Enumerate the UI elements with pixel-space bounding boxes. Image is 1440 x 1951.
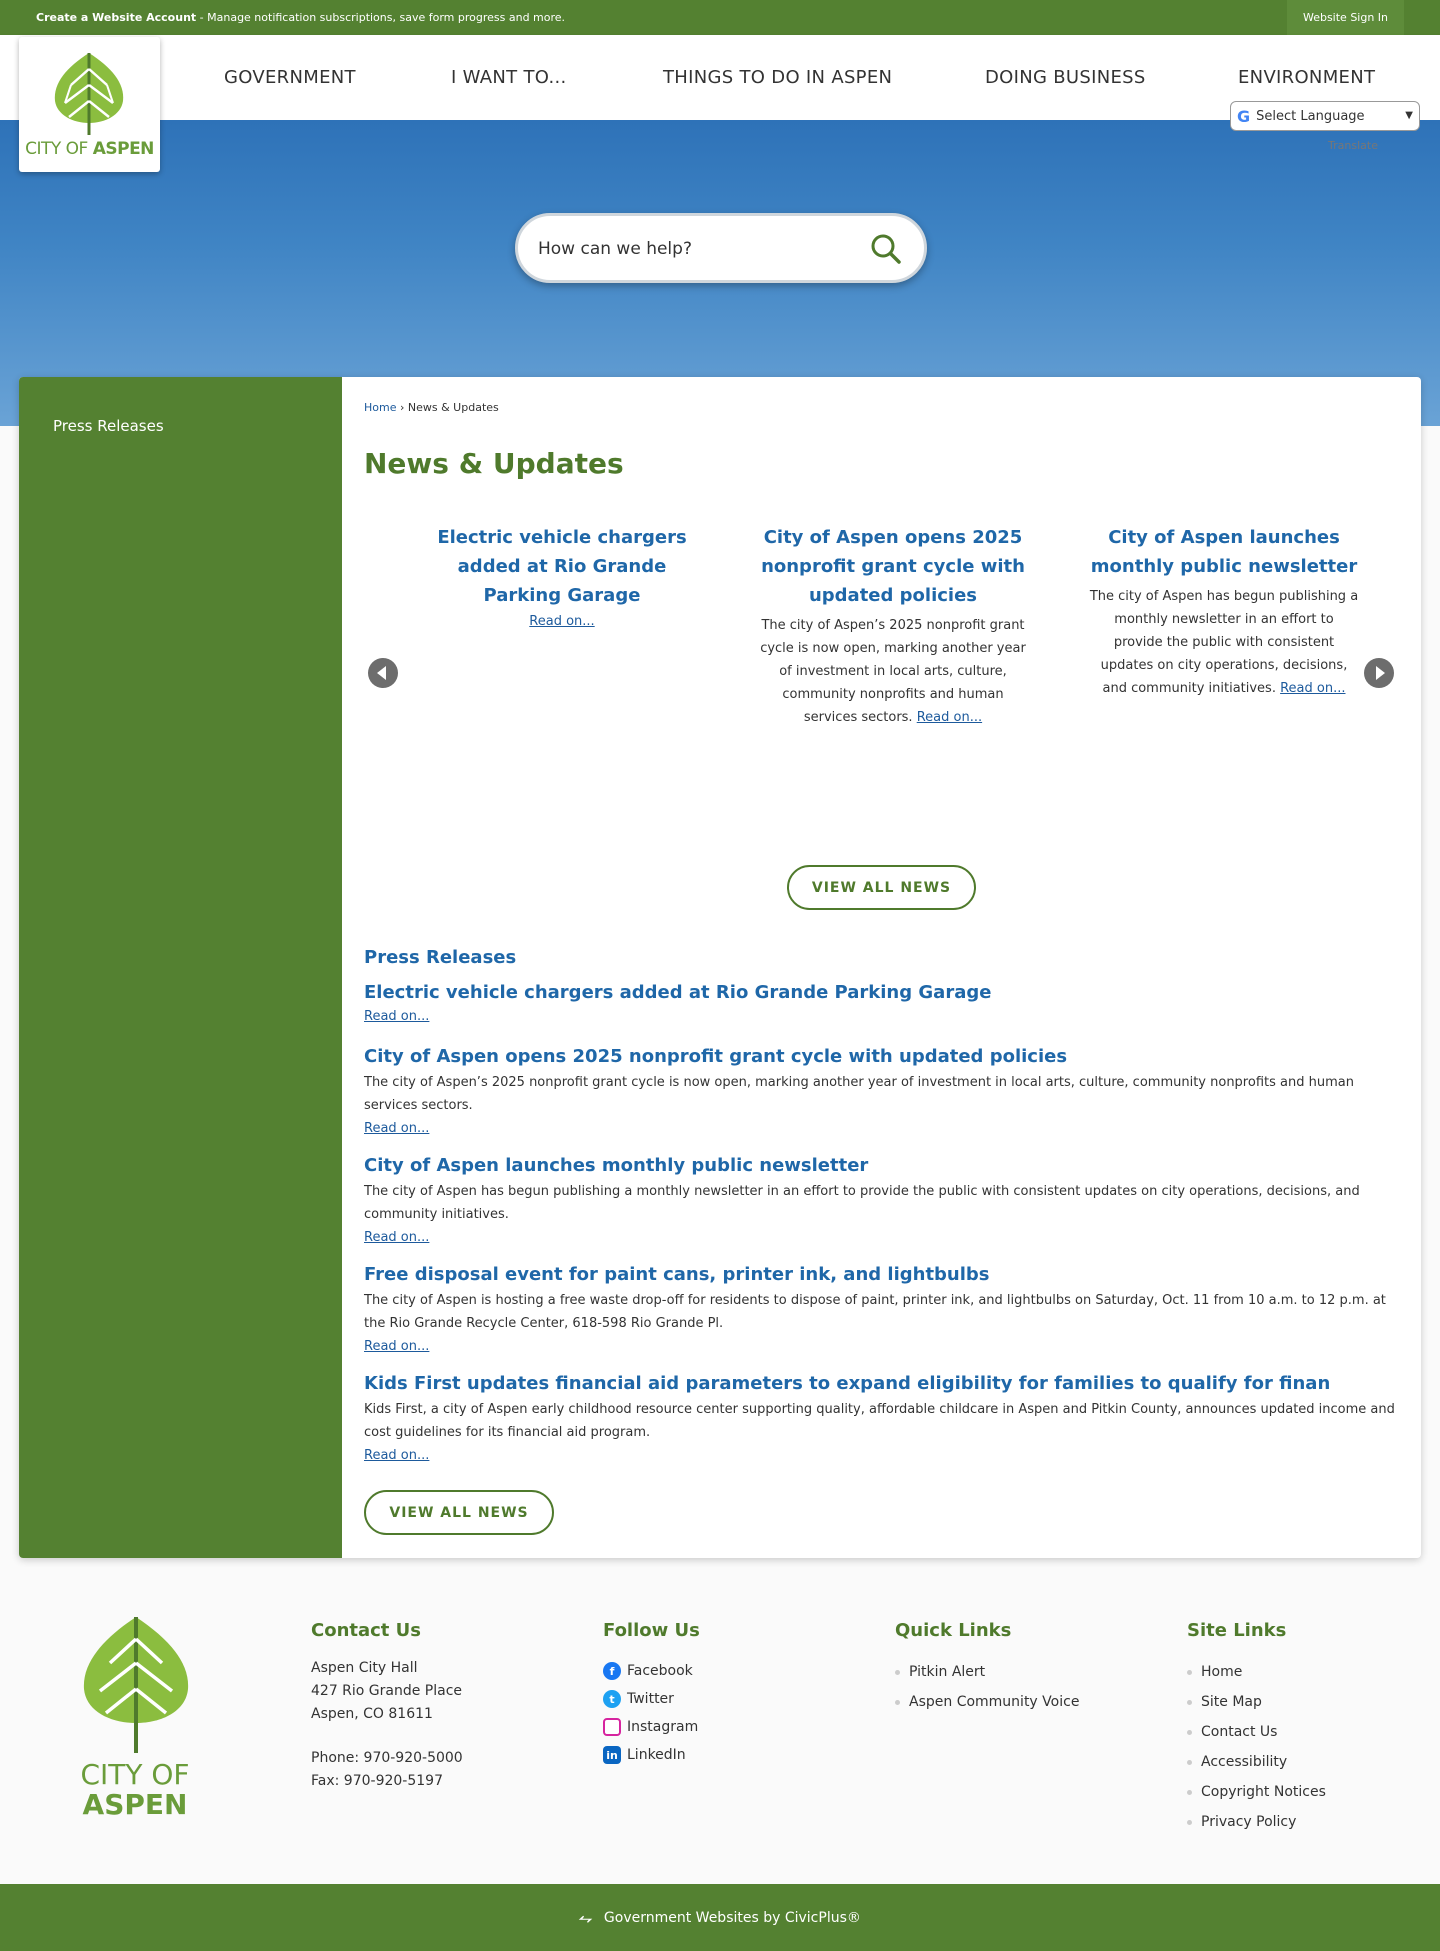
press-release-desc: The city of Aspen’s 2025 nonprofit grant cycle is now open, marking another year of investment in local arts, culture, community nonprofits and human services sectors. (364, 1075, 1354, 1113)
linkedin-icon: in (603, 1746, 621, 1764)
instagram-link[interactable]: Instagram (603, 1713, 700, 1741)
select-language-label: Select Language (1256, 108, 1365, 124)
list-item (364, 1372, 1404, 1467)
carousel-slide-title[interactable]: Electric vehicle chargers added at Rio Grande Parking Garage (437, 527, 687, 606)
contact-fax: Fax: 970-920-5197 (311, 1773, 443, 1789)
nav-i-want-to[interactable]: I WANT TO... (451, 67, 567, 88)
nav-things-to-do[interactable]: THINGS TO DO IN ASPEN (663, 67, 893, 88)
nav-doing-business[interactable]: DOING BUSINESS (985, 67, 1146, 88)
read-on-link[interactable]: Read on... (364, 1448, 430, 1463)
footer-quick-heading: Quick Links (895, 1620, 1012, 1641)
press-release-title[interactable]: Free disposal event for paint cans, printer ink, and lightbulbs (364, 1264, 990, 1285)
breadcrumb (364, 401, 499, 414)
select-language-dropdown[interactable] (1230, 101, 1420, 131)
footer-site-links (1187, 1620, 1326, 1837)
carousel-slide-desc: The city of Aspen’s 2025 nonprofit grant cycle is now open, marking another year of investment in local arts, culture, community nonprofits and human services sectors. Read on... (760, 618, 1026, 725)
read-on-link[interactable]: Read on... (364, 1230, 430, 1245)
contact-name: Aspen City Hall (311, 1660, 418, 1676)
facebook-icon: f (603, 1662, 621, 1680)
site-link-privacy[interactable]: Privacy Policy (1187, 1807, 1326, 1837)
create-account-link[interactable] (36, 11, 565, 24)
site-link-home[interactable]: Home (1187, 1657, 1326, 1687)
civicplus-link[interactable]: Government Websites by CivicPlus® (603, 1909, 861, 1926)
aspen-leaf-icon (47, 49, 131, 137)
twitter-icon: t (603, 1690, 621, 1708)
footer-follow-heading: Follow Us (603, 1620, 700, 1641)
chevron-down-icon: ▼ (1405, 110, 1413, 121)
carousel-next-button[interactable] (1364, 658, 1394, 688)
footer-logo-text: CITY OF ASPEN (80, 1758, 190, 1821)
view-all-news-button-bottom[interactable]: VIEW ALL NEWS (364, 1490, 554, 1535)
contact-city: Aspen, CO 81611 (311, 1706, 433, 1722)
press-release-desc: The city of Aspen has begun publishing a monthly newsletter in an effort to provide the public with consistent updates on city operations, decisions, and community initiatives. (364, 1184, 1360, 1222)
bottom-bar (0, 1884, 1440, 1951)
instagram-icon (603, 1718, 621, 1736)
create-account-desc: - Manage notification subscriptions, save form progress and more. (196, 11, 566, 24)
read-on-link[interactable]: Read on... (364, 1121, 430, 1136)
contact-phone: Phone: 970-920-5000 (311, 1750, 463, 1766)
google-icon: G (1237, 106, 1251, 126)
sidebar-item-press-releases[interactable]: Press Releases (53, 417, 164, 435)
nav-government[interactable]: GOVERNMENT (224, 67, 356, 88)
carousel-slide (758, 523, 1028, 729)
carousel-slide-desc: The city of Aspen has begun publishing a monthly newsletter in an effort to provide the public with consistent updates on city operations, decisions, and community initiatives. Read on... (1089, 589, 1359, 696)
footer-aspen-leaf-icon[interactable] (76, 1615, 196, 1755)
linkedin-link[interactable]: in LinkedIn (603, 1741, 700, 1769)
page-title: News & Updates (364, 447, 624, 480)
civicplus-icon: ⥊ (579, 1907, 592, 1927)
sidebar (19, 377, 342, 1558)
site-link-copyright[interactable]: Copyright Notices (1187, 1777, 1326, 1807)
breadcrumb-separator: › (396, 401, 408, 414)
create-account-title[interactable]: Create a Website Account (36, 11, 197, 24)
press-release-desc: Kids First, a city of Aspen early childhood resource center supporting quality, affordable childcare in Aspen and Pitkin County, announces updated income and cost guidelines for its financial aid program. (364, 1402, 1395, 1440)
google-translate-link[interactable]: Translate (1328, 139, 1378, 152)
carousel-slide (1089, 523, 1359, 700)
footer-contact (311, 1620, 463, 1793)
list-item (364, 1045, 1404, 1140)
list-item (364, 981, 1404, 1028)
press-release-desc: The city of Aspen is hosting a free waste drop-off for residents to dispose of paint, printer ink, and lightbulbs on Saturday, Oct. 11 from 10 a.m. to 12 p.m. at the Rio Grande Recycle Center, 618-598 Rio Grande Pl. (364, 1293, 1386, 1331)
site-link-contact[interactable]: Contact Us (1187, 1717, 1326, 1747)
quick-link-pitkin-alert[interactable]: Pitkin Alert (895, 1657, 1079, 1687)
facebook-link[interactable]: f Facebook (603, 1657, 700, 1685)
search-box (515, 213, 927, 283)
read-on-link[interactable]: Read on... (364, 1009, 430, 1024)
carousel-prev-button[interactable] (368, 658, 398, 688)
content-area (342, 377, 1421, 1558)
search-icon[interactable] (870, 233, 902, 265)
breadcrumb-current: News & Updates (407, 401, 499, 414)
carousel-slide-title[interactable]: City of Aspen launches monthly public newsletter (1090, 527, 1358, 577)
list-item (364, 1154, 1404, 1249)
website-sign-in-button[interactable]: Website Sign In (1287, 0, 1404, 35)
top-bar (0, 0, 1440, 35)
city-logo[interactable] (19, 37, 160, 172)
carousel-slide-title[interactable]: City of Aspen opens 2025 nonprofit grant cycle with updated policies (761, 527, 1025, 606)
press-release-title[interactable]: City of Aspen opens 2025 nonprofit grant cycle with updated policies (364, 1046, 1068, 1067)
header (0, 35, 1440, 120)
contact-street: 427 Rio Grande Place (311, 1683, 463, 1699)
main-content-card (19, 377, 1421, 1558)
press-release-title[interactable]: Kids First updates financial aid parameters to expand eligibility for families to qualify for finan (364, 1373, 1331, 1394)
list-item (364, 1263, 1404, 1358)
read-on-link[interactable]: Read on... (364, 1339, 430, 1354)
carousel-read-on-link[interactable]: Read on... (1280, 681, 1346, 696)
press-release-title[interactable]: Electric vehicle chargers added at Rio Grande Parking Garage (364, 982, 992, 1003)
footer-follow (603, 1620, 700, 1769)
footer-contact-heading: Contact Us (311, 1620, 422, 1641)
footer-site-heading: Site Links (1187, 1620, 1287, 1641)
search-input[interactable] (538, 236, 838, 262)
quick-link-community-voice[interactable]: Aspen Community Voice (895, 1687, 1079, 1717)
logo-text: CITY OF ASPEN (25, 139, 154, 159)
nav-environment[interactable]: ENVIRONMENT (1238, 67, 1376, 88)
site-link-site-map[interactable]: Site Map (1187, 1687, 1326, 1717)
carousel-read-on-link[interactable]: Read on... (916, 710, 983, 725)
press-releases-heading: Press Releases (364, 947, 517, 968)
twitter-link[interactable]: t Twitter (603, 1685, 700, 1713)
site-link-accessibility[interactable]: Accessibility (1187, 1747, 1326, 1777)
breadcrumb-home[interactable]: Home (364, 401, 397, 414)
footer-quick-links (895, 1620, 1079, 1717)
press-release-title[interactable]: City of Aspen launches monthly public newsletter (364, 1155, 869, 1176)
carousel-slide (427, 523, 697, 629)
view-all-news-button[interactable]: VIEW ALL NEWS (787, 865, 976, 910)
carousel-read-on-link[interactable]: Read on... (529, 614, 595, 629)
